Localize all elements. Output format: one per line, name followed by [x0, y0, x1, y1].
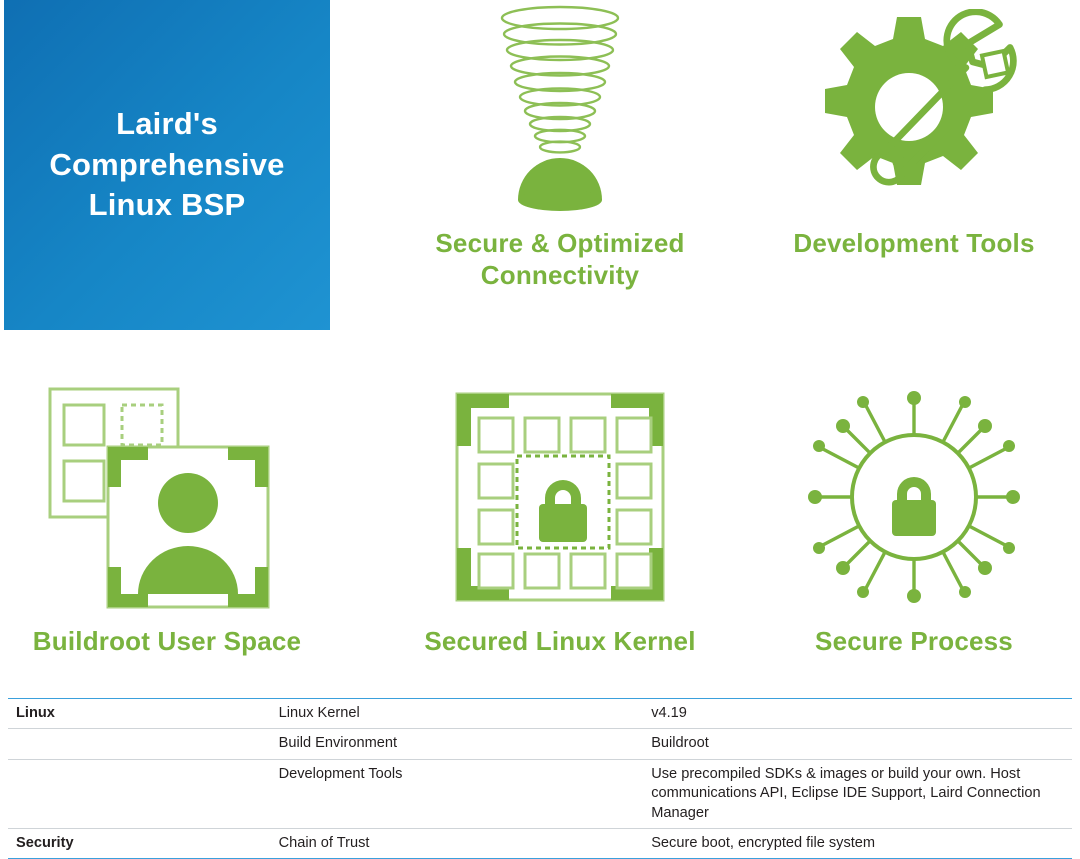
row-item-label: Development Tools: [271, 759, 644, 828]
row-value: Buildroot: [643, 729, 1072, 759]
title-line-1: Laird's: [116, 105, 218, 141]
row-item-label: Linux Kernel: [271, 699, 644, 729]
table-row: [8, 699, 1072, 729]
tile-caption-line-2: Connectivity: [480, 259, 640, 290]
row-value: Use precompiled SDKs & images or build your own. Host communications API, Eclipse IDE Support, Laird Connection Manager: [643, 759, 1072, 828]
table-row: [8, 829, 1072, 859]
row-value: v4.19: [643, 699, 1072, 729]
tile-caption-line-1: Secure & Optimized: [435, 228, 685, 258]
table-row: [8, 759, 1072, 828]
tile-secure-process: [748, 372, 1080, 700]
row-group-label: Security: [8, 829, 271, 859]
spec-table: [8, 698, 1072, 859]
tile-caption: [424, 626, 695, 658]
tile-caption: [793, 228, 1034, 260]
table-row: [8, 729, 1072, 759]
tile-caption: [33, 626, 301, 658]
tile-buildroot-user-space: [4, 372, 330, 700]
tile-caption-line-1: Development Tools: [793, 228, 1035, 258]
tile-caption: [815, 626, 1013, 658]
tile-caption-line-1: Buildroot User Space: [32, 626, 302, 656]
tile-development-tools: [748, 0, 1080, 330]
tile-caption: [435, 228, 684, 291]
title-tile: [4, 0, 330, 330]
gear-wrench-icon: [748, 0, 1080, 228]
row-group-label: Linux: [8, 699, 271, 729]
title-line-3: Linux BSP: [88, 187, 246, 223]
antenna-signal-icon: [375, 0, 745, 228]
title-line-2: Comprehensive: [49, 146, 285, 182]
tile-caption-line-1: Secure Process: [815, 626, 1013, 656]
row-value: Secure boot, encrypted file system: [643, 829, 1072, 859]
tile-secured-linux-kernel: [375, 372, 745, 700]
user-window-frame-icon: [4, 372, 330, 622]
title-tile-text: [49, 104, 284, 227]
row-group-label: [8, 729, 271, 759]
row-item-label: Chain of Trust: [271, 829, 644, 859]
grid-lock-icon: [375, 372, 745, 622]
tile-secure-optimized-connectivity: [375, 0, 745, 330]
tile-caption-line-1: Secured Linux Kernel: [424, 626, 696, 656]
row-item-label: Build Environment: [271, 729, 644, 759]
network-lock-icon: [748, 372, 1080, 622]
row-group-label: [8, 759, 271, 828]
